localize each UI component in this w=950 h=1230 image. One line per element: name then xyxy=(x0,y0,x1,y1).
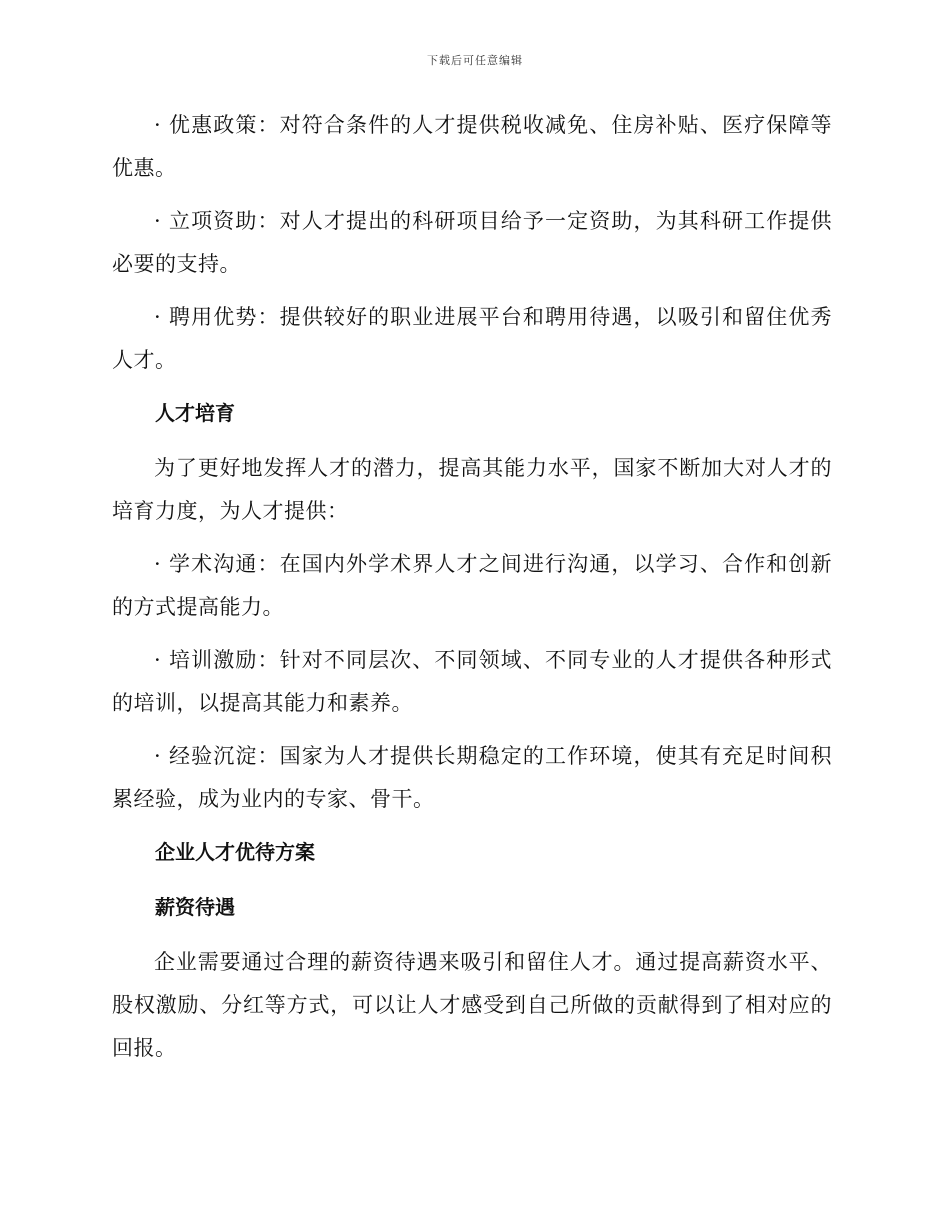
cultivation-intro-paragraph: 为了更好地发挥人才的潜力，提高其能力水平，国家不断加大对人才的培育力度，为人才提供： xyxy=(112,456,832,523)
salary-paragraph: 企业需要通过合理的薪资待遇来吸引和留住人才。通过提高薪资水平、股权激励、分红等方式，可以让人才感受到自己所做的贡献得到了相对应的回报。 xyxy=(112,950,832,1060)
cultivation-bullet-academic: · 学术沟通：在国内外学术界人才之间进行沟通，以学习、合作和创新的方式提高能力。 xyxy=(112,552,832,619)
cultivation-bullet-training: · 培训激励：针对不同层次、不同领域、不同专业的人才提供各种形式的培训，以提高其能力和素养。 xyxy=(112,648,832,715)
subsection-heading-salary: 薪资待遇 xyxy=(155,895,235,919)
section-heading-enterprise-plan: 企业人才优待方案 xyxy=(155,840,315,864)
policy-bullet-preferential: · 优惠政策：对符合条件的人才提供税收减免、住房补贴、医疗保障等优惠。 xyxy=(112,113,832,180)
document-body xyxy=(112,104,832,1080)
cultivation-bullet-experience: · 经验沉淀：国家为人才提供长期稳定的工作环境，使其有充足时间积累经验，成为业内的专家、骨干。 xyxy=(112,744,832,811)
page-header: 下载后可任意编辑 xyxy=(427,54,523,67)
policy-bullet-employment: · 聘用优势：提供较好的职业进展平台和聘用待遇，以吸引和留住优秀人才。 xyxy=(112,305,832,372)
section-heading-talent-cultivation: 人才培育 xyxy=(155,401,235,425)
policy-bullet-funding: · 立项资助：对人才提出的科研项目给予一定资助，为其科研工作提供必要的支持。 xyxy=(112,209,832,276)
